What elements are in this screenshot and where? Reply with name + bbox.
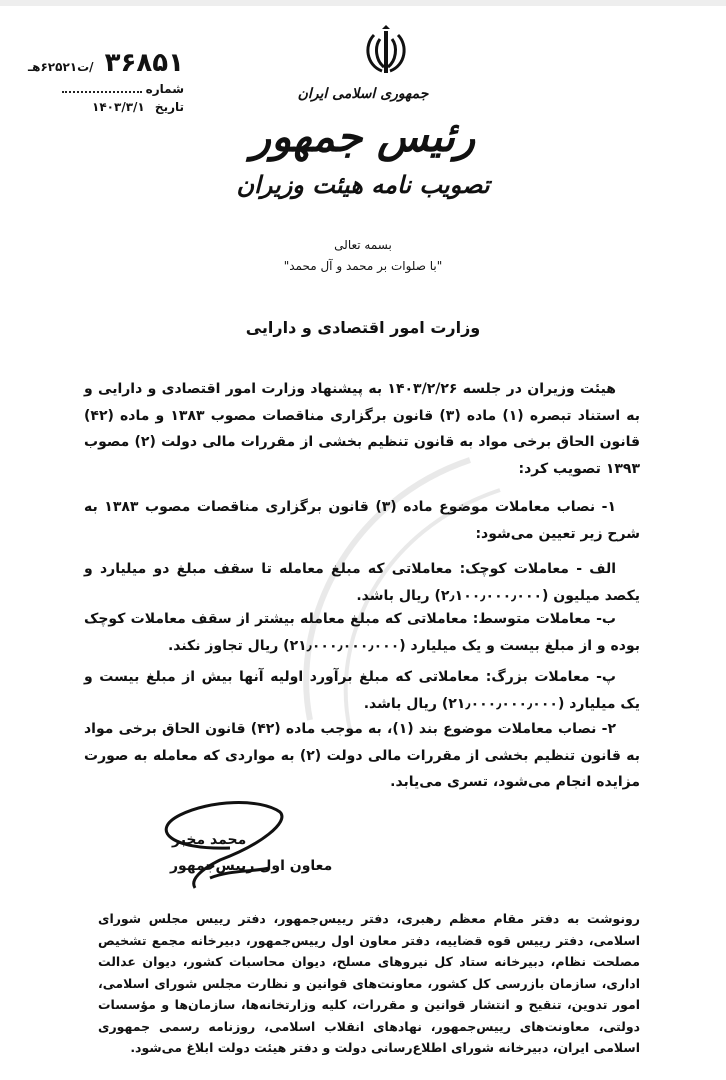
item-2 [84,716,640,796]
office-title: رئیس جمهور [250,112,476,161]
reference-number: ۳۶۸۵۱ [104,48,184,78]
top-edge [0,0,726,6]
handwritten-signature [150,800,310,890]
number-label: شماره [145,82,184,96]
item-1-a-text: الف - معاملات کوچک: معاملاتی که مبلغ معامله تا سقف مبلغ دو میلیارد و یکصد میلیون (۲٫۱۰۰٫۰۰۰٫۰۰۰) ریال باشد. [84,561,640,604]
date-label: تاریخ [154,100,184,114]
document-type: تصویب نامه هیئت وزیران [236,170,490,199]
copies-distribution: رونوشت به دفتر مقام معظم رهبری، دفتر رییس‌جمهور، دفتر رییس مجلس شورای اسلامی، دفتر رییس قوه قضاییه، دفتر معاون اول رییس‌جمهور، دبیرخانه مجمع تشخیص مصلحت نظام، دبیرخانه ستاد کل نیروهای مسلح، دیوان محاسبات کشور، دیوان عدالت اداری، سازمان بازرسی کل کشور، معاونت‌های قوانین و نظارت مجلس شورای اسلامی، امور تدوین، تنقیح و انتشار قوانین و مقررات، کلیه وزارتخانه‌ها، سازمان‌ها و مؤسسات دولتی، معاونت‌های رییس‌جمهور، نهادهای انقلاب اسلامی، روزنامه رسمی جمهوری اسلامی ایران، دبیرخانه شورای اطلاع‌رسانی دولت و دفتر هیئت دولت ابلاغ می‌شود. [98,911,640,1055]
intro-paragraph [84,376,640,482]
salawat: "با صلوات بر محمد و آل محمد" [283,259,443,273]
item-1 [84,494,640,547]
item-1-b [84,606,640,659]
item-1-a [84,556,640,609]
intro-text: هیئت وزیران در جلسه ۱۴۰۳/۲/۲۶ به پیشنهاد وزارت امور اقتصادی و دارایی و به استناد تبصره (۱) ماده (۳) قانون برگزاری مناقصات مصوب ۱۳۸۳ و ماده (۴۲) قانون الحاق برخی مواد به قانون تنظیم بخشی از مقررات مالی دولت (۲) مصوب ۱۳۹۳ تصویب کرد: [84,381,641,477]
invocation: بسمه تعالی [334,238,392,252]
iran-emblem-icon [360,25,412,77]
item-1-text: ۱- نصاب معاملات موضوع ماده (۳) قانون برگزاری مناقصات مصوب ۱۳۸۳ به شرح زیر تعیین می‌شود: [84,499,640,542]
item-1-c-text: پ- معاملات بزرگ: معاملاتی که مبلغ برآورد اولیه آنها بیش از مبلغ بیست و یک میلیارد (۲۱٫۰۰۰٫۰۰۰٫۰۰۰) ریال باشد. [84,669,640,712]
reference-block [14,48,184,114]
signatory-name: محمد مخبر [172,832,247,848]
item-1-c [84,664,640,717]
reference-code: /ت۶۲۵۲۱هـ [28,60,94,74]
date-value: ۱۴۰۳/۳/۱ [92,100,145,114]
signatory-title: معاون اول رییس‌جمهور [170,858,333,874]
item-2-text: ۲- نصاب معاملات موضوع بند (۱)، به موجب ماده (۴۲) قانون الحاق برخی مواد به قانون تنظیم بخشی از مقررات مالی دولت (۲) به مواردی که معامله به صورت مزایده انجام می‌شود، تسری می‌یابد. [84,721,640,790]
item-1-b-text: ب- معاملات متوسط: معاملاتی که مبلغ معامله بیشتر از سقف معاملات کوچک بوده و از مبلغ بیست و یک میلیارد (۲۱٫۰۰۰٫۰۰۰٫۰۰۰) ریال تجاوز نکند. [84,611,640,654]
addressee: وزارت امور اقتصادی و دارایی [245,318,481,337]
country-name: جمهوری اسلامی ایران [297,86,429,102]
